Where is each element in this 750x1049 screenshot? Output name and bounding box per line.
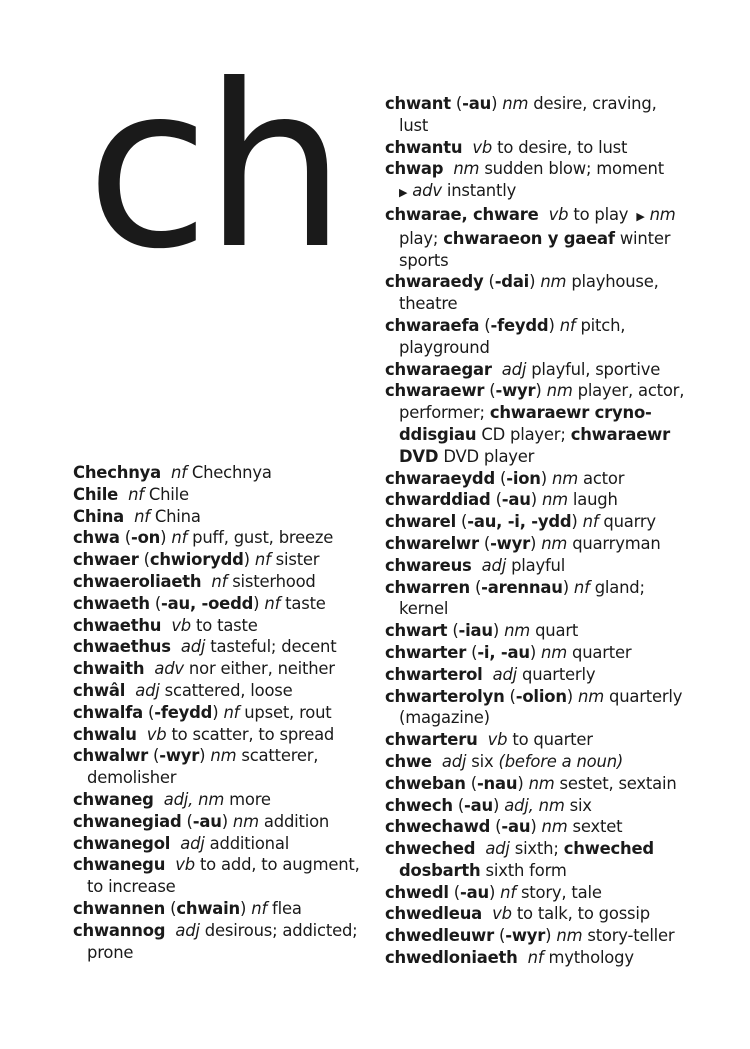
entry (385, 359, 685, 381)
part-of-speech: nm (578, 686, 604, 706)
entry: chwaraedy (-dai) nm playhouse, theatre (385, 272, 659, 314)
headword: chwaethu (73, 615, 162, 635)
plural-form: -wyr (505, 926, 546, 946)
plural-form: -wyr (490, 533, 530, 553)
definition: taste (285, 593, 326, 613)
headword: chwaraewr (385, 381, 485, 401)
headword: chwareus (385, 555, 472, 575)
plural-form: -au (192, 811, 222, 831)
definition: pitch, playground (399, 315, 626, 357)
plural-form: -wyr (159, 746, 200, 766)
headword: chwalu (73, 724, 137, 744)
plural-form: -au (460, 882, 489, 902)
plural-form: -feydd (490, 315, 549, 335)
entry: chwarren (-arennau) nf gland; kernel (385, 577, 645, 619)
headword: chwart (385, 621, 448, 641)
part-of-speech: nm (453, 159, 480, 179)
definition: more (229, 789, 271, 809)
definition: upset, rout (244, 702, 332, 722)
headword: chwaethus (73, 637, 171, 657)
plural-form: -dai (494, 272, 530, 292)
part-of-speech: nm (541, 642, 568, 662)
arrow-right-icon: ▶ (636, 209, 645, 223)
entry (385, 664, 685, 686)
entry (73, 680, 373, 702)
headword: chweban (385, 773, 466, 793)
phrase-definition: sixth form (485, 860, 567, 880)
entry (385, 204, 685, 271)
headword: chwedl (385, 882, 449, 902)
definition: mythology (548, 948, 634, 968)
headword: chwarterol (385, 664, 483, 684)
definition: to taste (196, 615, 258, 635)
phrase: chweched dosbarth (399, 839, 654, 880)
entry: chwa (-on) nf puff, gust, breeze (73, 528, 334, 548)
plural-form: chwiorydd (149, 550, 244, 570)
headword: chwannen (73, 898, 166, 918)
headword: chwarter (385, 642, 467, 662)
part-of-speech: adj (501, 359, 527, 379)
entry (385, 751, 685, 773)
entry: chwannen (chwain) nf flea (73, 898, 302, 918)
entry (73, 854, 373, 898)
entry: chwart (-iau) nm quart (385, 621, 579, 641)
part-of-speech: nf (134, 506, 150, 526)
headword: chwa (73, 528, 120, 548)
entry (73, 571, 373, 593)
part-of-speech: nm (556, 926, 583, 946)
entry (73, 484, 373, 506)
part-of-speech: adj (485, 839, 510, 859)
definition: desirous; addicted; prone (87, 920, 358, 962)
part-of-speech: nf (559, 315, 576, 335)
part-of-speech: nm (528, 773, 555, 793)
headword: chwechawd (385, 817, 491, 837)
part-of-speech: vb (171, 615, 192, 635)
entry (385, 555, 685, 577)
headword: chwaeroliaeth (73, 571, 202, 591)
entry: chwarel (-au, -i, -ydd) nf quarry (385, 512, 656, 532)
phrase: chwaraewr DVD (399, 424, 670, 466)
part-of-speech: adj (180, 833, 205, 853)
entry: chwaraeydd (-ion) nm actor (385, 468, 625, 488)
part-of-speech: nm (504, 621, 531, 641)
part-of-speech: vb (472, 137, 493, 157)
headword: chwâl (73, 680, 126, 700)
headword: chwaraedy (385, 272, 484, 292)
headword: chwaraefa (385, 315, 480, 335)
part-of-speech: vb (146, 724, 167, 744)
plural-form: -i, -au (477, 642, 530, 662)
headword: chwanegol (73, 833, 171, 853)
definition: story-teller (587, 926, 675, 946)
part-of-speech: vb (487, 730, 508, 750)
plural-form: -au (501, 817, 531, 837)
part-of-speech: nm (552, 468, 578, 488)
part-of-speech: nf (211, 571, 228, 591)
entry (385, 729, 685, 751)
entry (385, 903, 685, 925)
headword: chwant (385, 94, 451, 113)
definition: to scatter, to spread (171, 724, 335, 744)
definition: quart (535, 621, 579, 641)
part-of-speech: nm (210, 746, 237, 766)
entry: chwech (-au) adj, nm six (385, 795, 592, 815)
definition: nor either, neither (188, 659, 335, 679)
plural-form: -olion (515, 686, 567, 706)
definition: sudden blow; moment (484, 159, 664, 179)
definition: gland; kernel (399, 577, 645, 619)
entry: chwant (-au) nm desire, craving, lust (385, 94, 657, 135)
part-of-speech: adv (154, 659, 184, 679)
headword: Chile (73, 484, 119, 504)
headword: chwedleua (385, 904, 483, 924)
entry (73, 724, 373, 746)
headword: chwaith (73, 659, 145, 679)
part-of-speech: vb (175, 855, 195, 875)
part-of-speech: nf (223, 702, 240, 722)
part-of-speech: adv (412, 181, 442, 201)
definition: desire, craving, lust (399, 94, 657, 135)
entry (73, 506, 373, 528)
definition: addition (263, 811, 330, 831)
definition: player, actor, performer; (399, 381, 685, 423)
entry: chwalfa (-feydd) nf upset, rout (73, 702, 332, 722)
definition: additional (209, 833, 290, 853)
headword: chwarterolyn (385, 686, 505, 706)
part-of-speech: nm (649, 204, 676, 224)
definition: instantly (446, 181, 517, 201)
part-of-speech: adj (135, 680, 160, 700)
phrase-definition: CD player; (481, 424, 566, 444)
definition: puff, gust, breeze (192, 528, 334, 548)
headword: chwaer (73, 550, 139, 570)
entry: chwalwr (-wyr) nm scatterer, demolisher (73, 746, 319, 788)
definition: scattered, loose (164, 680, 293, 700)
plural-form: -ion (506, 468, 541, 488)
definition: quarter (572, 642, 632, 662)
definition: quarterly (522, 664, 596, 684)
entry: chwanegiad (-au) nm addition (73, 811, 330, 831)
phrase-definition: DVD player (443, 446, 535, 466)
part-of-speech: vb (548, 204, 569, 224)
definition: playful (511, 555, 566, 575)
headword: chwanegu (73, 855, 166, 875)
part-of-speech: nm (541, 533, 568, 553)
entry (73, 658, 373, 680)
headword: China (73, 506, 125, 526)
definition: quarterly (magazine) (399, 686, 683, 728)
entry: chweban (-nau) nm sestet, sextain (385, 773, 677, 793)
definition: to play (573, 204, 629, 224)
definition: Chile (148, 484, 189, 504)
part-of-speech: nf (582, 512, 599, 532)
entry (385, 838, 685, 882)
headword: chwaraegar (385, 359, 492, 379)
plural-form: -wyr (495, 381, 536, 401)
part-of-speech: adj (492, 664, 518, 684)
entry (73, 833, 373, 855)
entry: chwarelwr (-wyr) nm quarryman (385, 533, 661, 553)
part-of-speech: nf (128, 484, 144, 504)
entry (385, 137, 685, 159)
entry: chwarter (-i, -au) nm quarter (385, 642, 632, 662)
part-of-speech: nf (264, 593, 281, 613)
entry: chwedl (-au) nf story, tale (385, 882, 602, 902)
headword: chwanegiad (73, 811, 182, 831)
part-of-speech: nf (251, 898, 268, 918)
part-of-speech: nm (546, 381, 573, 401)
part-of-speech: vb (492, 904, 512, 924)
definition: to desire, to lust (497, 137, 628, 157)
part-of-speech: nf (527, 948, 544, 968)
headword: chwech (385, 795, 453, 815)
definition: sextet (572, 817, 623, 837)
phrase-definition: winter sports (399, 228, 671, 270)
definition: quarry (603, 512, 656, 532)
definition: China (154, 506, 201, 526)
definition: laugh (572, 490, 618, 510)
headword: chwarel (385, 512, 457, 532)
part-of-speech: adj (175, 920, 200, 940)
definition: Chechnya (191, 463, 272, 482)
plural-form: -au (501, 490, 531, 510)
headword: chwarteru (385, 730, 478, 750)
usage-note: (before a noun) (498, 751, 624, 771)
entry (73, 636, 373, 658)
definition: actor (582, 468, 625, 488)
part-of-speech: adj, nm (163, 789, 225, 809)
part-of-speech: nm (541, 490, 568, 510)
headword: chwarren (385, 577, 470, 597)
definition: playful, sportive (531, 359, 661, 379)
headword: chweched (385, 839, 476, 859)
headword: chwaraeydd (385, 468, 495, 488)
definition: sister (275, 550, 320, 570)
plural-form: -arennau (481, 577, 563, 597)
part-of-speech: nm (540, 272, 567, 292)
definition: sestet, sextain (559, 773, 677, 793)
headword: chwalfa (73, 702, 143, 722)
definition: to add, to augment, to increase (87, 855, 360, 897)
entry: chwedleuwr (-wyr) nm story-teller (385, 926, 675, 946)
part-of-speech: nf (171, 463, 187, 482)
definition: flea (272, 898, 302, 918)
plural-form: -iau (458, 621, 493, 641)
definition: to quarter (512, 730, 593, 750)
headword: chwalwr (73, 746, 149, 766)
definition: quarryman (572, 533, 661, 553)
headword: chwarelwr (385, 533, 479, 553)
part-of-speech: nf (254, 550, 271, 570)
entry: chwaraewr (-wyr) nm player, actor, performer; chwaraewr cryno-ddisgiau CD player; chwaraewr DVD DVD player (385, 381, 685, 466)
headword: Chechnya (73, 463, 162, 482)
part-of-speech: nf (573, 577, 590, 597)
plural-form: chwain (176, 898, 241, 918)
left-column (73, 462, 373, 963)
definition: story, tale (520, 882, 602, 902)
headword: chwaeth (73, 593, 150, 613)
headword: chwedleuwr (385, 926, 495, 946)
part-of-speech: adj (481, 555, 507, 575)
plural-form: -au (464, 795, 493, 815)
headword: chwarae, chware (385, 204, 539, 224)
section-letter: ch (86, 37, 341, 299)
part-of-speech: adj (180, 637, 206, 657)
definition: sixth; (514, 839, 559, 859)
part-of-speech: nm (502, 94, 529, 113)
headword: chwannog (73, 920, 166, 940)
definition: six (471, 751, 494, 771)
part-of-speech: adj (441, 751, 467, 771)
definition: playhouse, theatre (399, 272, 659, 314)
entry: chwarterolyn (-olion) nm quarterly (magazine) (385, 686, 683, 728)
plural-form: -au, -i, -ydd (467, 512, 572, 532)
arrow-right-icon: ▶ (399, 186, 408, 200)
part-of-speech: nm (232, 811, 259, 831)
entry (385, 158, 685, 204)
plural-form: -nau (476, 773, 518, 793)
entry (73, 920, 373, 964)
plural-form: -au (462, 94, 492, 113)
part-of-speech: adj, nm (504, 795, 565, 815)
headword: chwaneg (73, 789, 154, 809)
headword: chwantu (385, 137, 463, 157)
entry: chwarddiad (-au) nm laugh (385, 490, 618, 510)
entry (73, 789, 373, 811)
entry (73, 615, 373, 637)
entry (73, 462, 373, 484)
part-of-speech: nf (500, 882, 516, 902)
headword: chwap (385, 159, 444, 179)
plural-form: -au, -oedd (161, 593, 254, 613)
definition: scatterer, demolisher (87, 746, 319, 788)
definition: to talk, to gossip (516, 904, 650, 924)
right-column (385, 93, 685, 969)
definition: six (569, 795, 592, 815)
headword: chwarddiad (385, 490, 491, 510)
part-of-speech: nm (541, 817, 568, 837)
entry: chwaraefa (-feydd) nf pitch, playground (385, 315, 626, 357)
definition: play; (399, 228, 439, 248)
entry: chwechawd (-au) nm sextet (385, 817, 623, 837)
entry (385, 947, 685, 969)
definition: tasteful; decent (210, 637, 337, 657)
headword: chwedloniaeth (385, 948, 518, 968)
phrase: chwaraeon y gaeaf (443, 228, 615, 248)
phrase: chwaraewr cryno-ddisgiau (399, 403, 652, 444)
headword: chwe (385, 751, 432, 771)
part-of-speech: nf (171, 528, 188, 548)
definition: sisterhood (232, 571, 316, 591)
entry: chwaeth (-au, -oedd) nf taste (73, 593, 326, 613)
entry: chwaer (chwiorydd) nf sister (73, 550, 320, 570)
plural-form: -on (131, 528, 161, 548)
plural-form: -feydd (154, 702, 213, 722)
